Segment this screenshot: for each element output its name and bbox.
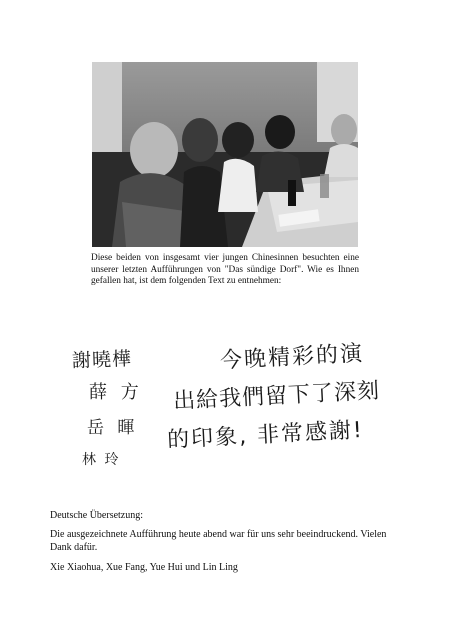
handwritten-name-1: 謝曉樺 [71,347,133,373]
signature-names: Xie Xiaohua, Xue Fang, Yue Hui und Lin Ling [50,562,238,573]
handwritten-message-line-2: 出給我們留下了深刻 [172,378,381,415]
photo-people-at-table-icon [92,62,358,247]
handwritten-name-3: 岳 暉 [87,418,139,438]
handwritten-name-2: 薛 方 [89,382,143,403]
handwritten-message-line-1: 今晚精彩的演 [219,341,365,374]
group-photo [92,62,358,247]
translation-heading: Deutsche Übersetzung: [50,510,144,521]
translation-body: Die ausgezeichnete Aufführung heute abend war für uns sehr beeindruckend. Vielen Dank dafür. [50,529,387,553]
photo-caption: Diese beiden von insgesamt vier jungen Chinesinnen besuchten eine unserer letzten Aufführungen von "Das sündige Dorf". Wie es Ihnen gefallen hat, ist dem folgenden Text zu entnehmen: [91,253,359,287]
handwritten-message-line-3: 的印象, 非常感謝! [166,417,365,454]
handwritten-name-4: 林 玲 [82,452,121,468]
